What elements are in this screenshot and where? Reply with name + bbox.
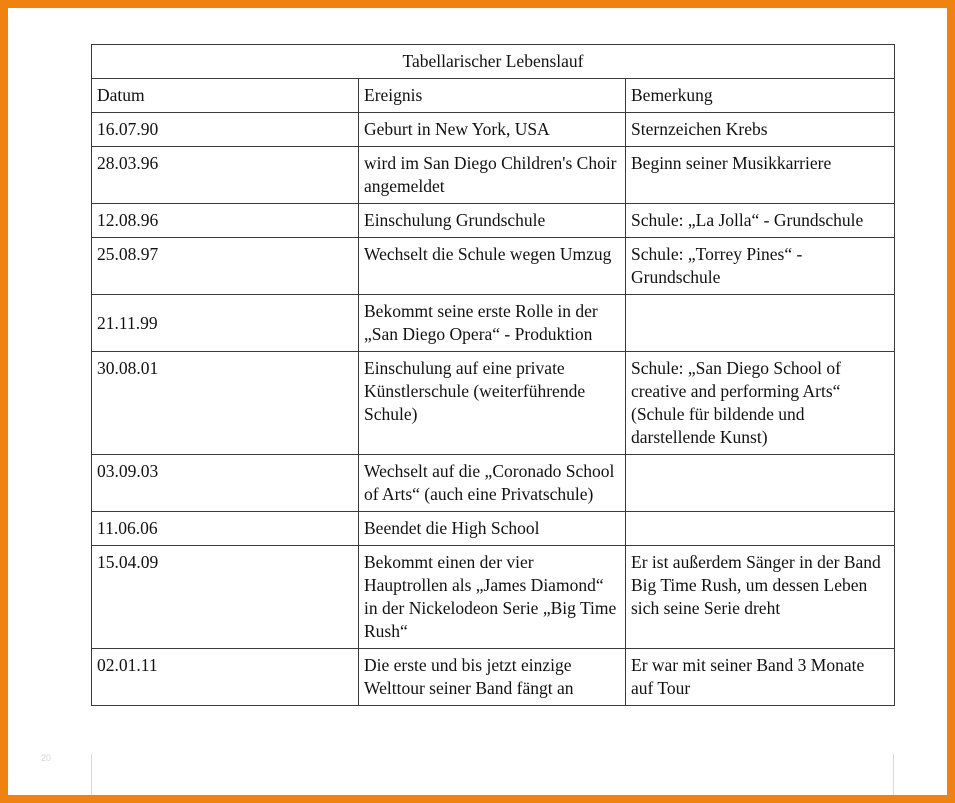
- table-row: [92, 512, 895, 546]
- header-datum: Datum: [92, 79, 359, 113]
- cell-note: Beginn seiner Musikkarriere: [626, 147, 895, 204]
- cell-date: 11.06.06: [92, 512, 359, 546]
- cell-note: Schule: „La Jolla“ - Grundschule: [626, 204, 895, 238]
- cell-event: Bekommt einen der vier Hauptrollen als „James Diamond“ in der Nickelodeon Serie „Big Time Rush“: [359, 546, 626, 649]
- table-row: [92, 352, 895, 455]
- cell-event: Wechselt die Schule wegen Umzug: [359, 238, 626, 295]
- cell-date: 02.01.11: [92, 649, 359, 706]
- cv-table: [91, 44, 895, 706]
- cell-note: [626, 455, 895, 512]
- cell-event: Einschulung Grundschule: [359, 204, 626, 238]
- table-row: [92, 113, 895, 147]
- table-continuation-line-left: [91, 754, 92, 795]
- header-ereignis: Ereignis: [359, 79, 626, 113]
- table-row: [92, 649, 895, 706]
- table-header-row: [92, 79, 895, 113]
- cell-date: 12.08.96: [92, 204, 359, 238]
- cell-event: Die erste und bis jetzt einzige Welttour seiner Band fängt an: [359, 649, 626, 706]
- header-bemerkung: Bemerkung: [626, 79, 895, 113]
- cell-note: Schule: „Torrey Pines“ - Grundschule: [626, 238, 895, 295]
- cell-note: Schule: „San Diego School of creative and performing Arts“ (Schule für bildende und darstellende Kunst): [626, 352, 895, 455]
- cell-note: [626, 295, 895, 352]
- cell-event: Einschulung auf eine private Künstlerschule (weiterführende Schule): [359, 352, 626, 455]
- document-page: [8, 8, 947, 795]
- cell-event: Beendet die High School: [359, 512, 626, 546]
- cell-note: Er ist außerdem Sänger in der Band Big Time Rush, um dessen Leben sich seine Serie dreht: [626, 546, 895, 649]
- cell-date: 25.08.97: [92, 238, 359, 295]
- table-continuation-line-right: [893, 754, 894, 795]
- cell-date: 16.07.90: [92, 113, 359, 147]
- table-row: [92, 455, 895, 512]
- table-row: [92, 238, 895, 295]
- cell-date: 30.08.01: [92, 352, 359, 455]
- table-title-row: [92, 45, 895, 79]
- cell-event: Bekommt seine erste Rolle in der „San Diego Opera“ - Produktion: [359, 295, 626, 352]
- cell-date: 03.09.03: [92, 455, 359, 512]
- cell-note: Er war mit seiner Band 3 Monate auf Tour: [626, 649, 895, 706]
- cell-note: [626, 512, 895, 546]
- cell-event: Geburt in New York, USA: [359, 113, 626, 147]
- table-row: [92, 204, 895, 238]
- cell-date: 21.11.99: [92, 295, 359, 352]
- table-row: [92, 546, 895, 649]
- cell-date: 28.03.96: [92, 147, 359, 204]
- cell-event: Wechselt auf die „Coronado School of Arts“ (auch eine Privatschule): [359, 455, 626, 512]
- table-title: Tabellarischer Lebenslauf: [92, 45, 895, 79]
- cell-date: 15.04.09: [92, 546, 359, 649]
- table-row: [92, 147, 895, 204]
- cell-note: Sternzeichen Krebs: [626, 113, 895, 147]
- page-number: 20: [41, 753, 52, 763]
- cell-event: wird im San Diego Children's Choir angemeldet: [359, 147, 626, 204]
- table-row: [92, 295, 895, 352]
